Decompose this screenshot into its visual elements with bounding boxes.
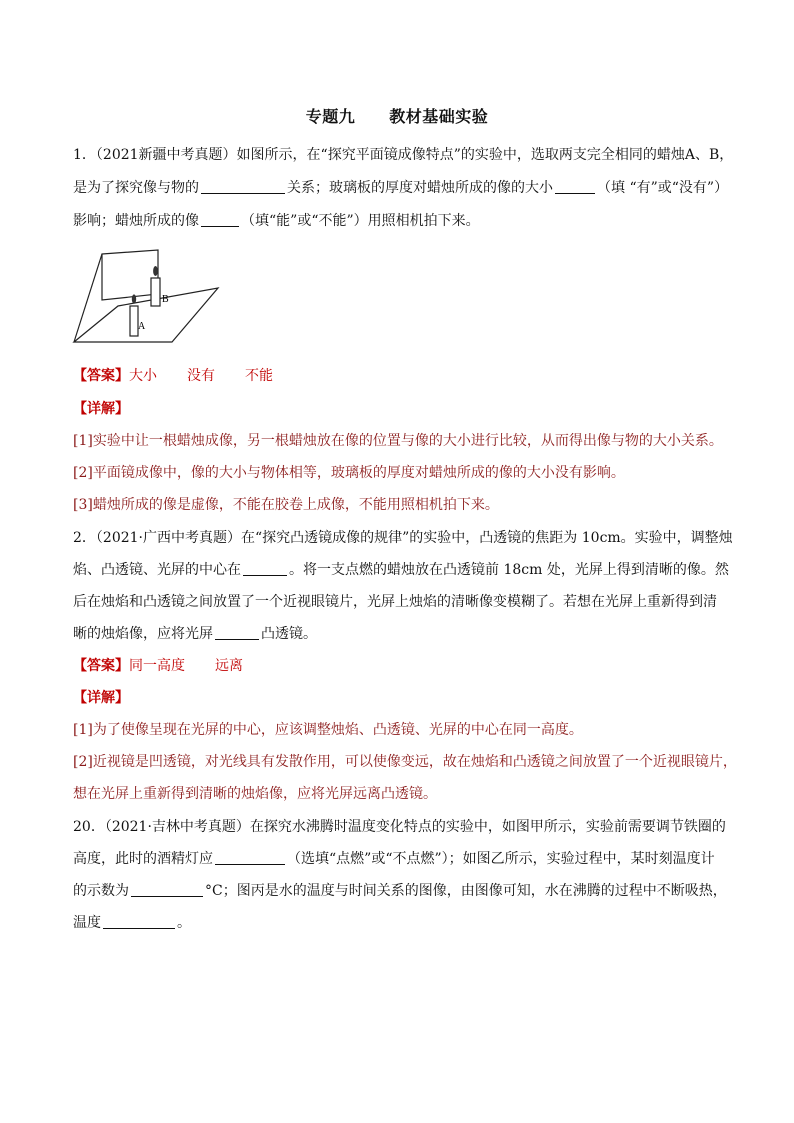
candle-a: [130, 306, 138, 336]
q2-stem-line3: 后在烛焰和凸透镜之间放置了一个近视眼镜片，光屏上烛焰的清晰像变模糊了。若想在光屏上重新得到清: [73, 594, 717, 610]
q1-answer-3: 不能: [245, 368, 273, 384]
q2-detail-2: [2]近视镜是凹透镜，对光线具有发散作用，可以使像变远，故在烛焰和凸透镜之间放置了一个近视眼镜片，: [73, 754, 737, 770]
q2-stem-line4: 晰的烛焰像，应将光屏 凸透镜。: [73, 626, 317, 642]
q1-stem-line1: 1．（2021新疆中考真题）如图所示，在“探究平面镜成像特点”的实验中，选取两支完全相同的蜡烛A、B，: [73, 147, 734, 163]
q1-blank-3[interactable]: [201, 212, 239, 227]
q2-stem-line2: 焰、凸透镜、光屏的中心在 。将一支点燃的蜡烛放在凸透镜前 18cm 处，光屏上得到清晰的像。然: [73, 562, 729, 578]
answer-tag: 【答案】: [73, 368, 129, 384]
q1-detail-tag: 【详解】: [73, 401, 129, 417]
q1-answer-2: 没有: [187, 368, 215, 384]
q20-blank-3[interactable]: [103, 914, 175, 929]
q20-blank-2[interactable]: [131, 882, 203, 897]
flame-b: [153, 266, 158, 276]
mirror-candle-figure: [72, 244, 222, 352]
candle-b: [151, 278, 160, 306]
q1-stem-line2: 是为了探究像与物的 关系；玻璃板的厚度对蜡烛所成的像的大小 （填 “有”或“没有”）: [73, 180, 729, 196]
q2-answer-2: 远离: [215, 658, 243, 674]
q1-blank-1[interactable]: [201, 179, 285, 194]
q1-detail-3: [3]蜡烛所成的像是虚像，不能在胶卷上成像，不能用照相机拍下来。: [73, 497, 499, 513]
q20-stem-line1: 20．（2021·吉林中考真题）在探究水沸腾时温度变化特点的实验中，如图甲所示，实验前需要调节铁圈的: [73, 819, 726, 835]
q20-stem-line3: 的示数为 °C；图丙是水的温度与时间关系的图像，由图像可知，水在沸腾的过程中不断吸热，: [73, 883, 727, 899]
q1-answer: [73, 366, 729, 386]
q2-blank-1[interactable]: [243, 561, 287, 576]
q2-answer: [73, 656, 729, 676]
answer-tag: 【答案】: [73, 658, 129, 674]
title-subject: 教材基础实验: [389, 107, 489, 126]
q1-detail-1: [1]实验中让一根蜡烛成像，另一根蜡烛放在像的位置与像的大小进行比较，从而得出像与物的大小关系。: [73, 433, 723, 449]
q20-stem-line2: 高度，此时的酒精灯应 （选填“点燃”或“不点燃”）；如图乙所示，实验过程中，某时刻温度计: [73, 851, 715, 867]
q20-stem-line4: 温度 。: [73, 915, 191, 931]
label-b: B: [162, 294, 169, 305]
q2-detail-1: [1]为了使像呈现在光屏的中心，应该调整烛焰、凸透镜、光屏的中心在同一高度。: [73, 722, 583, 738]
page-title: [0, 104, 794, 127]
flame-a: [132, 294, 136, 303]
q2-stem-line1: 2．（2021·广西中考真题）在“探究凸透镜成像的规律”的实验中，凸透镜的焦距为 10cm。实验中，调整烛: [73, 530, 733, 546]
q2-detail-3: 想在光屏上重新得到清晰的烛焰像，应将光屏远离凸透镜。: [73, 786, 437, 802]
q1-answer-1: 大小: [129, 368, 157, 384]
q20-blank-1[interactable]: [215, 850, 285, 865]
title-topic: 专题九: [305, 107, 356, 126]
q2-answer-1: 同一高度: [129, 658, 185, 674]
q2-blank-2[interactable]: [215, 625, 259, 640]
q1-stem-line3: 影响；蜡烛所成的像 （填“能”或“不能”）用照相机拍下来。: [73, 213, 480, 229]
q1-blank-2[interactable]: [555, 179, 595, 194]
q2-detail-tag: 【详解】: [73, 690, 129, 706]
label-a: A: [138, 321, 146, 332]
q1-detail-2: [2]平面镜成像中，像的大小与物体相等，玻璃板的厚度对蜡烛所成的像的大小没有影响。: [73, 465, 625, 481]
